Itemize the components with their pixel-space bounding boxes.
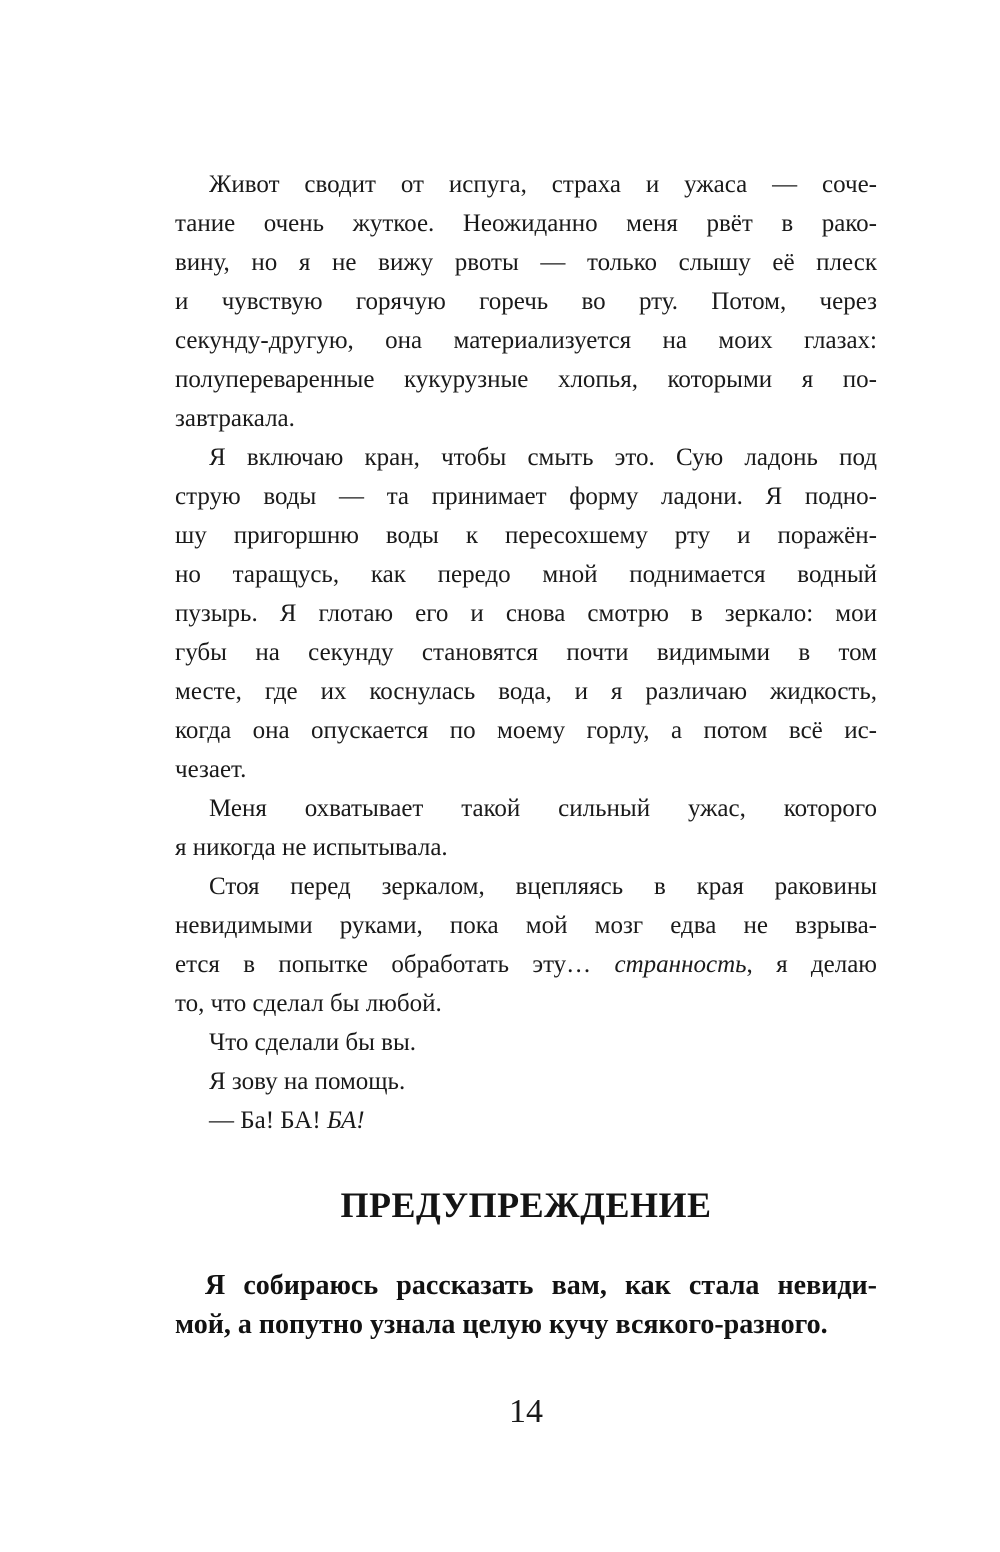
paragraph bbox=[175, 1101, 877, 1140]
text-line: мой, а попутно узнала целую кучу всякого-разного. bbox=[175, 1309, 828, 1340]
page-number: 14 bbox=[509, 1393, 543, 1430]
text-line: вину, но я не вижу рвоты — только слышу её плеск bbox=[175, 249, 877, 276]
text-line: Стоя перед зеркалом, вцепляясь в края раковины bbox=[209, 873, 877, 900]
text-line: струю воды — та принимает форму ладони. Я подно- bbox=[175, 483, 877, 510]
text-line: чезает. bbox=[175, 756, 247, 783]
italic-text-segment: БА! bbox=[326, 1107, 365, 1134]
text-line: Живот сводит от испуга, страха и ужаса — соче- bbox=[209, 171, 877, 198]
text-line: но таращусь, как передо мной поднимается водный bbox=[175, 561, 877, 588]
text-line: Я зову на помощь. bbox=[209, 1068, 406, 1095]
text-segment: , я делаю bbox=[746, 951, 877, 978]
text-line: шу пригоршню воды к пересохшему рту и поражён- bbox=[175, 522, 877, 549]
text-line: то, что сделал бы любой. bbox=[175, 990, 442, 1017]
section-heading: ПРЕДУПРЕЖДЕНИЕ bbox=[340, 1185, 712, 1225]
text-line: Я собираюсь рассказать вам, как стала невиди- bbox=[205, 1270, 877, 1301]
text-line: и чувствую горячую горечь во рту. Потом, через bbox=[175, 288, 877, 315]
text-line: тание очень жуткое. Неожиданно меня рвёт в рако- bbox=[175, 210, 877, 237]
text-block bbox=[175, 165, 877, 1344]
text-line bbox=[175, 945, 877, 984]
text-line: пузырь. Я глотаю его и снова смотрю в зеркало: мои bbox=[175, 600, 877, 627]
text-line: Что сделали бы вы. bbox=[209, 1029, 417, 1056]
text-line: завтракала. bbox=[175, 405, 295, 432]
text-line: я никогда не испытывала. bbox=[175, 834, 448, 861]
paragraph bbox=[175, 165, 877, 438]
text-line bbox=[175, 1101, 877, 1140]
paragraph bbox=[175, 1062, 877, 1101]
italic-text-segment: странность bbox=[614, 951, 747, 978]
text-line: полупереваренные кукурузные хлопья, которыми я по- bbox=[175, 366, 877, 393]
text-segment: — Ба! БА! bbox=[209, 1107, 327, 1134]
paragraph bbox=[175, 438, 877, 789]
text-line: секунду-другую, она материализуется на моих глазах: bbox=[175, 327, 877, 354]
paragraph bbox=[175, 789, 877, 867]
warning-paragraph bbox=[175, 1266, 877, 1344]
text-line: невидимыми руками, пока мой мозг едва не взрыва- bbox=[175, 912, 877, 939]
text-line: месте, где их коснулась вода, и я различаю жидкость, bbox=[175, 678, 877, 705]
text-line: Я включаю кран, чтобы смыть это. Сую ладонь под bbox=[209, 444, 877, 471]
text-line: Меня охватывает такой сильный ужас, которого bbox=[209, 795, 877, 822]
text-line: губы на секунду становятся почти видимыми в том bbox=[175, 639, 877, 666]
text-line: когда она опускается по моему горлу, а потом всё ис- bbox=[175, 717, 877, 744]
paragraph bbox=[175, 1023, 877, 1062]
paragraph bbox=[175, 867, 877, 1023]
text-segment: ется в попытке обработать эту… bbox=[175, 951, 615, 978]
